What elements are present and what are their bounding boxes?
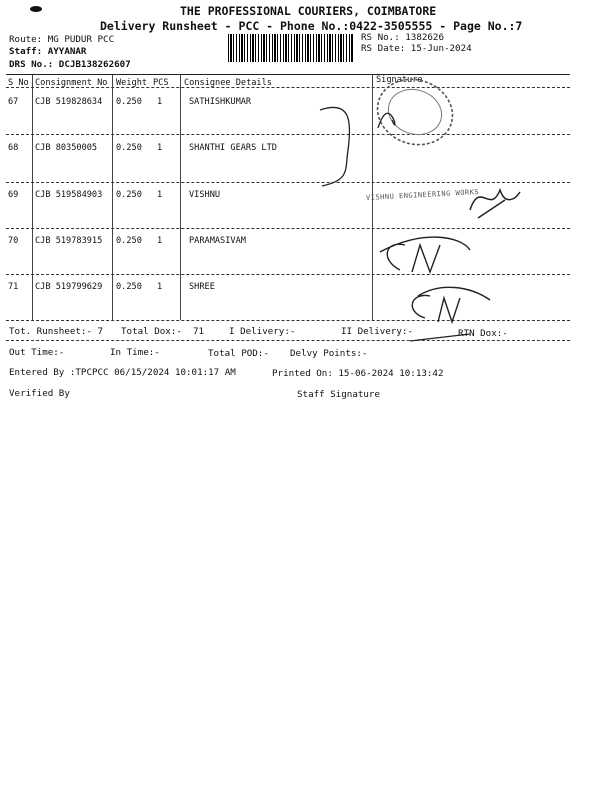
total-pod: Total POD:- [208, 348, 269, 359]
out-time: Out Time:- [9, 347, 65, 358]
row-sno: 67 [8, 97, 19, 107]
row-consignment: CJB 519783915 [35, 236, 103, 246]
row-consignee: SHANTHI GEARS LTD [189, 143, 277, 153]
staff-signature-label: Staff Signature [297, 389, 380, 400]
handwritten-mark [412, 287, 490, 322]
row-pcs: 1 [157, 143, 163, 153]
round-stamp [369, 70, 461, 154]
row-consignment: CJB 519828634 [35, 97, 103, 107]
summary-divider [6, 340, 570, 341]
rs-number: RS No.: 1382626 [361, 32, 444, 43]
runsheet-subtitle: Delivery Runsheet - PCC - Phone No.:0422-3505555 - Page No.:7 [100, 19, 523, 33]
drs-number: DRS No.: DCJB138262607 [9, 59, 131, 70]
verified-by: Verified By [9, 388, 70, 399]
row-consignee: VISHNU [189, 190, 221, 200]
row-consignment: CJB 519584903 [35, 190, 103, 200]
row-weight: 0.250 [116, 190, 142, 200]
col-header-signature: Signature [376, 75, 423, 85]
in-time: In Time:- [110, 347, 160, 358]
row-sno: 70 [8, 236, 19, 246]
row-sno: 68 [8, 143, 19, 153]
route-label: Route: MG PUDUR PCC [9, 34, 115, 45]
row-consignment: CJB 80350005 [35, 143, 98, 153]
row-sno: 71 [8, 282, 19, 292]
col-header-consignee: Consignee Details [184, 78, 272, 88]
printed-on: Printed On: 15-06-2024 10:13:42 [272, 368, 444, 379]
row-consignment: CJB 519799629 [35, 282, 103, 292]
total-dox-value: 71 [193, 326, 205, 337]
i-delivery: I Delivery:- [229, 326, 296, 337]
row-sno: 69 [8, 190, 19, 200]
company-title: THE PROFESSIONAL COURIERS, COIMBATORE [180, 4, 437, 18]
row-weight: 0.250 [116, 282, 142, 292]
col-header-sno: S No [8, 78, 29, 88]
row-consignee: PARAMASIVAM [189, 236, 246, 246]
staff-label: Staff: AYYANAR [9, 46, 87, 57]
handwritten-signature [320, 107, 395, 186]
delvy-points: Delvy Points:- [290, 348, 368, 359]
row-weight: 0.250 [116, 97, 142, 107]
row-pcs: 1 [157, 282, 163, 292]
handwritten-mark [380, 237, 470, 272]
company-stamp: VISHNU ENGINEERING WORKS [365, 188, 480, 202]
row-consignee: SATHISHKUMAR [189, 97, 252, 107]
col-header-weight: Weight [116, 78, 148, 88]
row-pcs: 1 [157, 97, 163, 107]
col-header-pcs: PCS [153, 78, 169, 88]
row-weight: 0.250 [116, 236, 142, 246]
row-weight: 0.250 [116, 143, 142, 153]
row-pcs: 1 [157, 236, 163, 246]
rs-date: RS Date: 15-Jun-2024 [361, 43, 472, 54]
col-header-consignment: Consignment No [35, 78, 108, 88]
row-pcs: 1 [157, 190, 163, 200]
total-dox-label: Total Dox:- [121, 326, 182, 337]
tot-runsheet: Tot. Runsheet:- 7 [9, 326, 104, 337]
ii-delivery: II Delivery:- [341, 326, 413, 337]
rtn-dox: RTN Dox:- [458, 328, 508, 339]
row-consignee: SHREE [189, 282, 215, 292]
entered-by: Entered By :TPCPCC 06/15/2024 10:01:17 AM [9, 367, 236, 378]
